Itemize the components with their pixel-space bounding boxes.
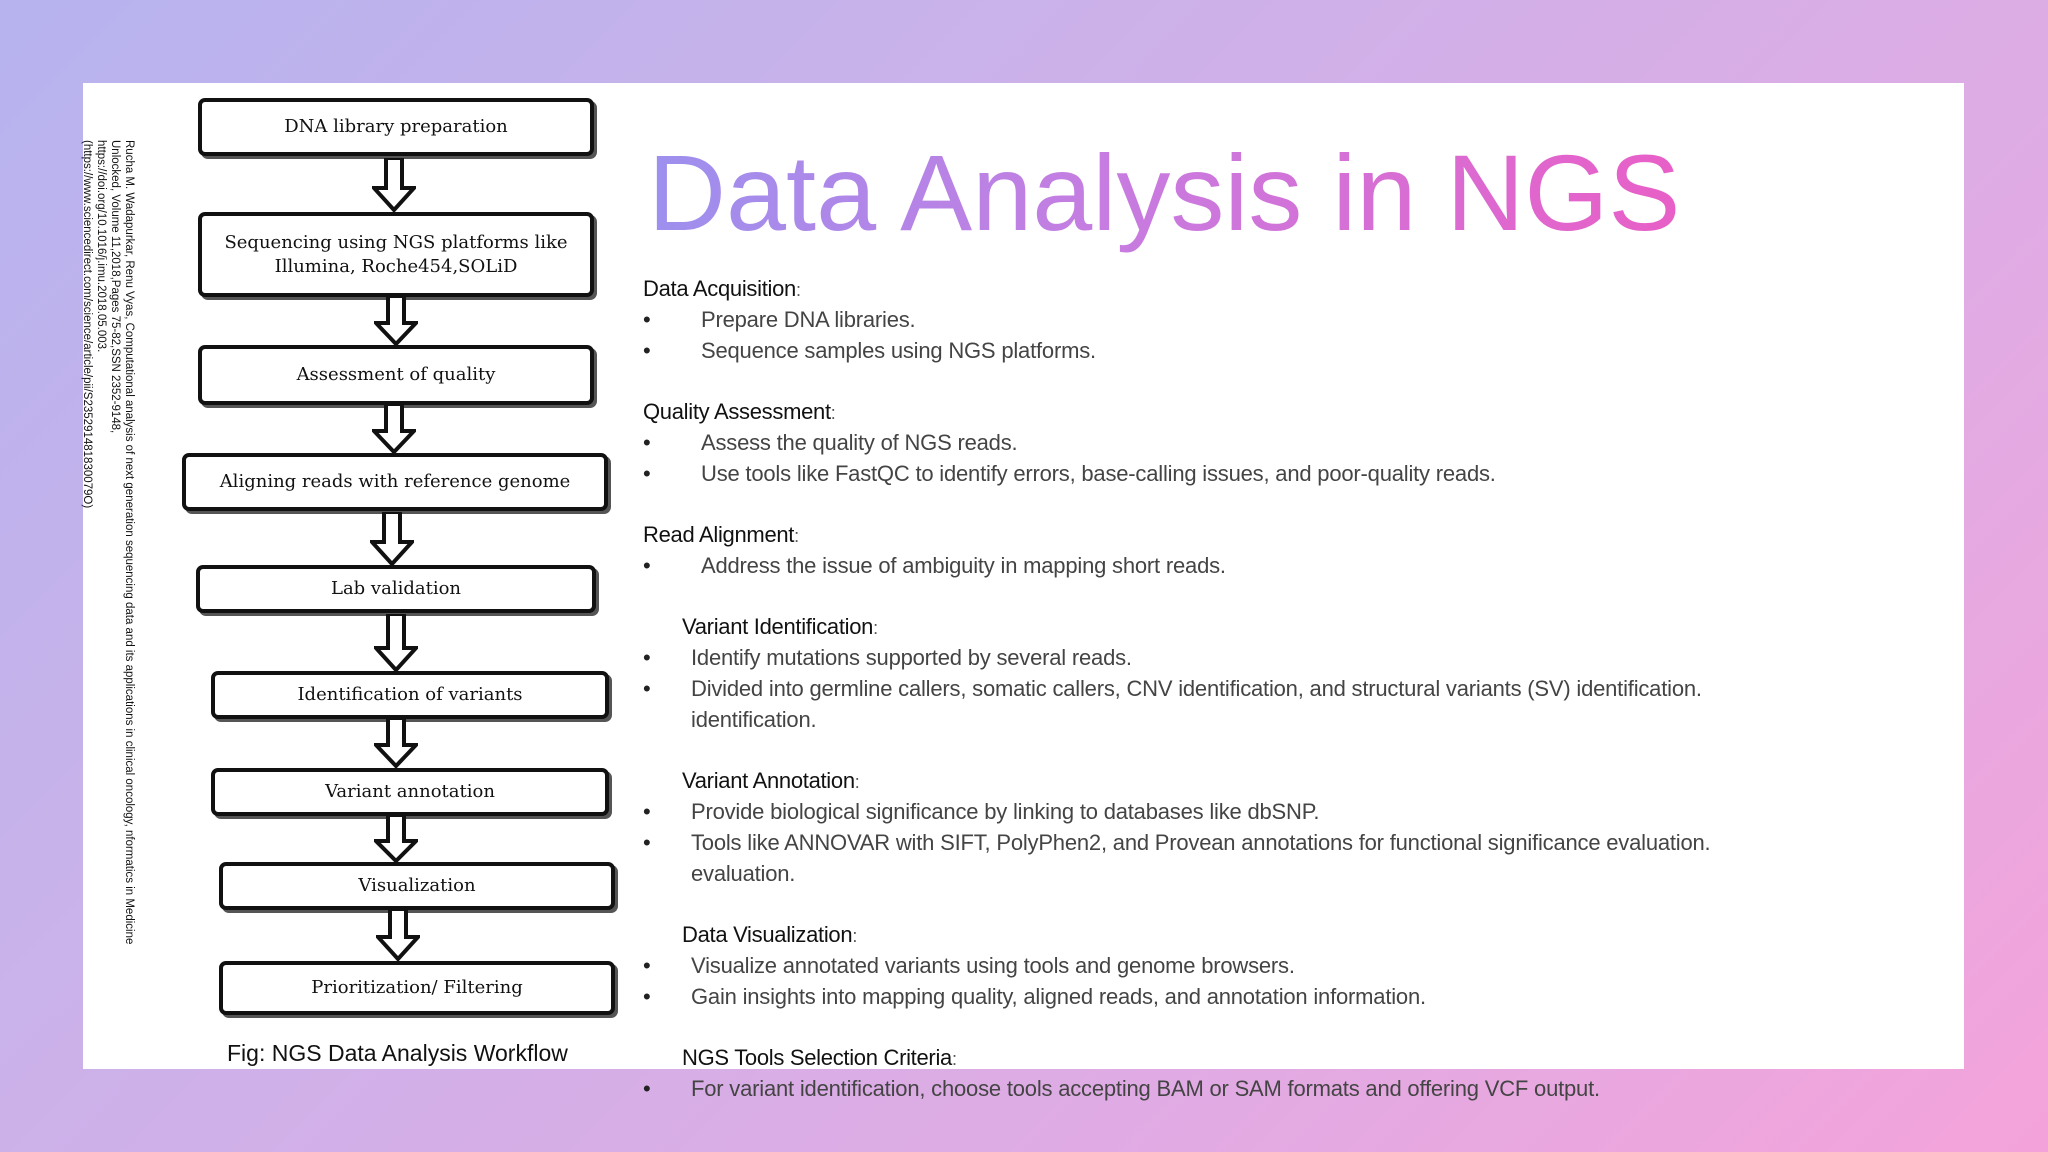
- section-bullet: Provide biological significance by linking to databases like dbSNP.: [691, 799, 1320, 824]
- section-bullet: Use tools like FastQC to identify errors, base-calling issues, and poor-quality reads.: [701, 461, 1496, 486]
- workflow-step: [182, 453, 608, 511]
- bullet-marker: •: [643, 430, 651, 455]
- bullet-marker: •: [643, 984, 651, 1009]
- workflow-step-label: Identification of variants: [297, 684, 523, 705]
- down-arrow-icon: [374, 718, 418, 768]
- workflow-step: [198, 345, 594, 405]
- workflow-step: [219, 862, 615, 910]
- down-arrow-icon: [370, 512, 414, 566]
- bullet-marker: •: [643, 338, 651, 363]
- bullet-marker: •: [643, 953, 651, 978]
- workflow-step: [211, 671, 609, 719]
- workflow-step-label: Variant annotation: [325, 781, 495, 802]
- workflow-step: [211, 768, 609, 816]
- section-bullet: Identify mutations supported by several reads.: [691, 645, 1132, 670]
- section-heading: Variant Annotation:: [682, 768, 860, 793]
- workflow-step-label: Visualization: [358, 875, 476, 896]
- section-heading: Data Visualization:: [682, 922, 858, 947]
- section-bullet: Assess the quality of NGS reads.: [701, 430, 1018, 455]
- section-heading: Read Alignment:: [643, 522, 799, 547]
- section-bullet: Divided into germline callers, somatic callers, CNV identification, and structural variants (SV) identification.: [691, 676, 1702, 701]
- down-arrow-icon: [376, 909, 420, 961]
- down-arrow-icon: [374, 296, 418, 346]
- section-heading: Quality Assessment:: [643, 399, 836, 424]
- bullet-marker: •: [643, 645, 651, 670]
- down-arrow-icon: [372, 404, 416, 454]
- workflow-step-label: Prioritization/ Filtering: [311, 977, 523, 998]
- workflow-step-label: DNA library preparation: [284, 116, 508, 137]
- page-title: Data Analysis in NGS: [648, 128, 1680, 258]
- section-heading: Data Acquisition:: [643, 276, 801, 301]
- citation: [81, 140, 146, 1060]
- bullet-marker: •: [643, 307, 651, 332]
- workflow-step: [219, 961, 615, 1015]
- workflow-step-label: Assessment of quality: [296, 364, 496, 385]
- bullet-marker: •: [643, 799, 651, 824]
- section-bullet: Visualize annotated variants using tools and genome browsers.: [691, 953, 1295, 978]
- section-heading: Variant Identification:: [682, 614, 878, 639]
- section-bullet-continuation: evaluation.: [691, 861, 796, 886]
- section-heading: NGS Tools Selection Criteria:: [682, 1045, 957, 1070]
- bullet-marker: •: [643, 461, 651, 486]
- workflow-step-label: Aligning reads with reference genome: [219, 471, 571, 492]
- citation-text: Rucha M. Wadapurkar, Renu Vyas, Computational analysis of next generation sequencing data and its applications in clinical oncology, nformatics in Medicine Unlocked, Volume 11,2018,Pages 75-82,SSN 2352-9148, https://doi.org/10.1016/j.imu.2018.05.003. (https://www.sciencedirect.com/science/article/pii/S235291481830079O): [81, 140, 135, 945]
- section-bullet: Tools like ANNOVAR with SIFT, PolyPhen2, and Provean annotations for functional significance evaluation.: [691, 830, 1711, 855]
- section-bullet: For variant identification, choose tools accepting BAM or SAM formats and offering VCF output.: [691, 1076, 1600, 1101]
- down-arrow-icon: [374, 614, 418, 672]
- section-bullet: Gain insights into mapping quality, aligned reads, and annotation information.: [691, 984, 1426, 1009]
- workflow-step: [198, 98, 594, 156]
- bullet-marker: •: [643, 676, 651, 701]
- section-bullet: Prepare DNA libraries.: [701, 307, 916, 332]
- workflow-step: [196, 565, 596, 613]
- workflow-step: [198, 212, 594, 297]
- figure-caption: Fig: NGS Data Analysis Workflow: [227, 1040, 568, 1066]
- down-arrow-icon: [372, 158, 416, 212]
- section-bullet-continuation: identification.: [691, 707, 817, 732]
- section-bullet: Sequence samples using NGS platforms.: [701, 338, 1096, 363]
- bullet-marker: •: [643, 1076, 651, 1101]
- bullet-marker: •: [643, 553, 651, 578]
- down-arrow-icon: [374, 815, 418, 863]
- section-bullet: Address the issue of ambiguity in mapping short reads.: [701, 553, 1226, 578]
- workflow-step-label: Sequencing using NGS platforms like Illumina, Roche454,SOLiD: [224, 231, 568, 277]
- bullet-marker: •: [643, 830, 651, 855]
- workflow-step-label: Lab validation: [330, 578, 462, 599]
